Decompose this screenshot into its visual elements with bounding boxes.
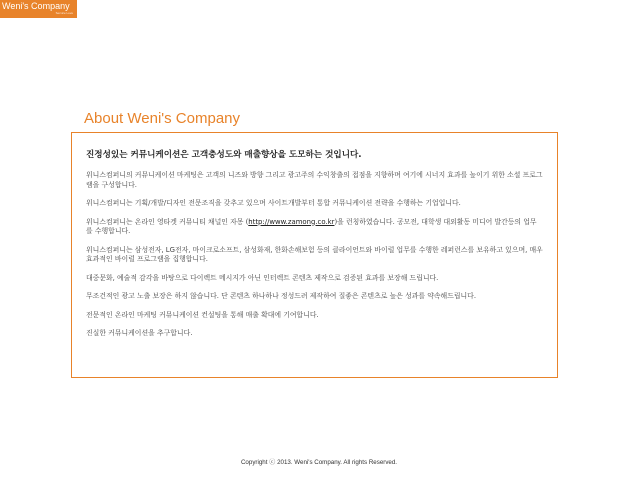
- paragraph: 대중문화, 예술적 감각을 바탕으로 다이렉트 메시지가 아닌 인터렉트 콘텐츠 제작으로 검증된 효과를 보장해 드립니다.: [86, 273, 439, 282]
- paragraph-text-before-link: 위니스컴퍼니는 온라인 영타겟 커뮤니티 채널인 자몽 (: [86, 217, 249, 226]
- paragraph: 위니스컴퍼니의 커뮤니케이션 마케팅은 고객의 니즈와 방향 그리고 광고주의 수익창출의 접점을 지향하며 여기에 시너지 효과를 높이기 위한 소셜 프로그램을 구성합니다.: [86, 171, 543, 189]
- copyright-footer: Copyright ⓒ 2013. Weni's Company. All rights Reserved.: [240, 459, 398, 466]
- paragraph: 위니스컴퍼니는 삼성전자, LG전자, 마이크로소프트, 삼성화재, 한화손해보험 등의 클라이언트와 바이럴 업무를 수행한 레퍼런스를 보유하고 있으며, 매우 효과적인 바이럴 프로그램을 집행합니다.: [86, 245, 543, 263]
- zamong-link[interactable]: http://www.zamong.co.kr: [248, 217, 335, 226]
- paragraph: 전문적인 온라인 마케팅 커뮤니케이션 컨설팅을 통해 매출 확대에 기여합니다.: [86, 310, 319, 319]
- section-title: About Weni's Company: [84, 110, 240, 127]
- headline: 진정성있는 커뮤니케이션은 고객충성도와 매출향상을 도모하는 것입니다.: [86, 150, 362, 160]
- company-logo[interactable]: [0, 0, 77, 18]
- paragraph: 진실한 커뮤니케이션을 추구합니다.: [86, 329, 193, 337]
- paragraph: 위니스컴퍼니는 기획/개발/디자인 전문조직을 갖추고 있으며 사이트개발부터 통합 커뮤니케이션 전략을 수행하는 기업입니다.: [86, 199, 461, 207]
- paragraph: [86, 218, 543, 237]
- logo-tagline: Service Love: [55, 11, 73, 15]
- about-content-box: [71, 132, 558, 378]
- paragraph-text-after-link: )을 런칭하였습니다. 공모전, 대학생 대외활동 미디어 발간등의 업무를 수행합니다.: [86, 217, 537, 235]
- paragraph: 무조건적인 광고 노출 보장은 하지 않습니다. 단 콘텐츠 하나하나 정성드려 제작하여 질좋은 콘텐츠로 높은 성과를 약속해드립니다.: [86, 292, 477, 300]
- logo-name: Weni's Company: [2, 1, 70, 11]
